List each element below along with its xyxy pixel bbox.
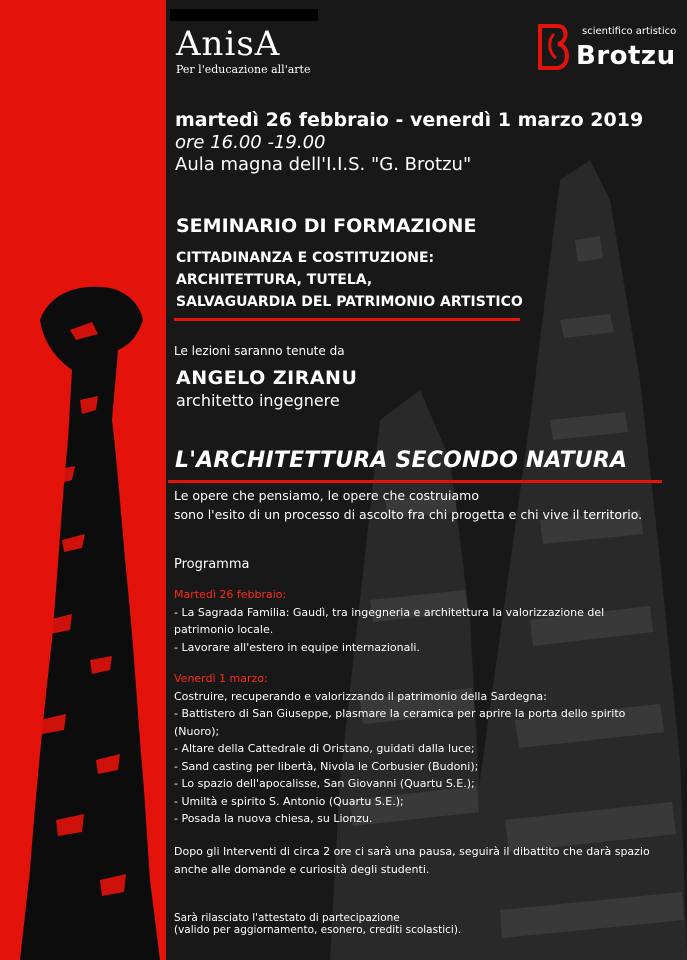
programme-item: (Nuoro); xyxy=(174,724,220,738)
divider-line xyxy=(174,318,520,321)
description-line: Le opere che pensiamo, le opere che costruiamo xyxy=(174,488,479,503)
certificate-line: Sarà rilasciato l'attestato di partecipazione xyxy=(174,912,400,924)
closing-line: anche alle domande e curiosità degli studenti. xyxy=(174,862,430,876)
talk-description xyxy=(174,486,642,524)
day1-label: Martedì 26 febbraio: xyxy=(174,588,287,601)
seminar-subtitle xyxy=(176,247,523,313)
programme-item: - Lavorare all'estero in equipe internazionali. xyxy=(174,640,420,654)
programme-item: - Umiltà e spirito S. Antonio (Quartu S.E.); xyxy=(174,794,404,808)
programme-item: - Posada la nuova chiesa, su Lionzu. xyxy=(174,812,373,825)
speaker-name: ANGELO ZIRANU xyxy=(176,367,358,389)
brotzu-logo-subtitle: scientifico artistico xyxy=(582,26,677,37)
brotzu-logo-name: Brotzu xyxy=(576,41,676,71)
anisa-logo-tagline: Per l'educazione all'arte xyxy=(176,63,311,76)
divider-line xyxy=(168,480,662,483)
speaker-intro: Le lezioni saranno tenute da xyxy=(174,344,345,358)
programme-item: Costruire, recuperando e valorizzando il patrimonio della Sardegna: xyxy=(174,689,547,703)
programme-heading: Programma xyxy=(174,557,250,572)
speaker-role: architetto ingegnere xyxy=(176,391,340,410)
anisa-logo-name: AnisA xyxy=(176,24,281,64)
programme-item: - Sand casting per libertà, Nivola le Corbusier (Budoni); xyxy=(174,759,479,773)
programme-item: - Lo spazio dell'apocalisse, San Giovanni (Quartu S.E.); xyxy=(174,777,475,790)
programme-item: - Altare della Cattedrale di Oristano, guidati dalla luce; xyxy=(174,742,475,755)
description-line: sono l'esito di un processo di ascolto fra chi progetta e chi vive il territorio. xyxy=(174,507,643,522)
programme-closing xyxy=(174,843,650,878)
seminar-line: SALVAGUARDIA DEL PATRIMONIO ARTISTICO xyxy=(176,294,523,310)
certificate-line: (valido per aggiornamento, esonero, crediti scolastici). xyxy=(174,924,462,936)
event-dates: martedì 26 febbraio - venerdì 1 marzo 2019 xyxy=(175,109,644,131)
brotzu-logo xyxy=(534,20,677,80)
programme-day2 xyxy=(174,670,625,828)
anisa-logo xyxy=(176,26,310,76)
top-black-bar xyxy=(170,9,318,21)
seminar-line: CITTADINANZA E COSTITUZIONE: xyxy=(176,250,435,266)
programme-item: - La Sagrada Familia: Gaudì, tra ingegneria e architettura la valorizzazione del xyxy=(174,605,605,619)
day2-label: Venerdì 1 marzo: xyxy=(174,672,268,685)
seminar-line: ARCHITETTURA, TUTELA, xyxy=(176,272,373,288)
event-venue: Aula magna dell'I.I.S. "G. Brotzu" xyxy=(175,154,472,175)
closing-line: Dopo gli Interventi di circa 2 ore ci sarà una pausa, seguirà il dibattito che darà spazio xyxy=(174,845,650,858)
programme-item: - Battistero di San Giuseppe, plasmare la ceramica per aprire la porta dello spirito xyxy=(174,707,626,720)
talk-title: L'ARCHITETTURA SECONDO NATURA xyxy=(175,448,628,473)
certificate-note xyxy=(174,912,461,936)
seminar-title: SEMINARIO DI FORMAZIONE xyxy=(176,215,477,237)
programme-item: patrimonio locale. xyxy=(174,623,274,636)
brotzu-monogram-icon xyxy=(534,22,580,72)
programme-day1 xyxy=(174,586,604,656)
event-hours: ore 16.00 -19.00 xyxy=(175,132,326,153)
